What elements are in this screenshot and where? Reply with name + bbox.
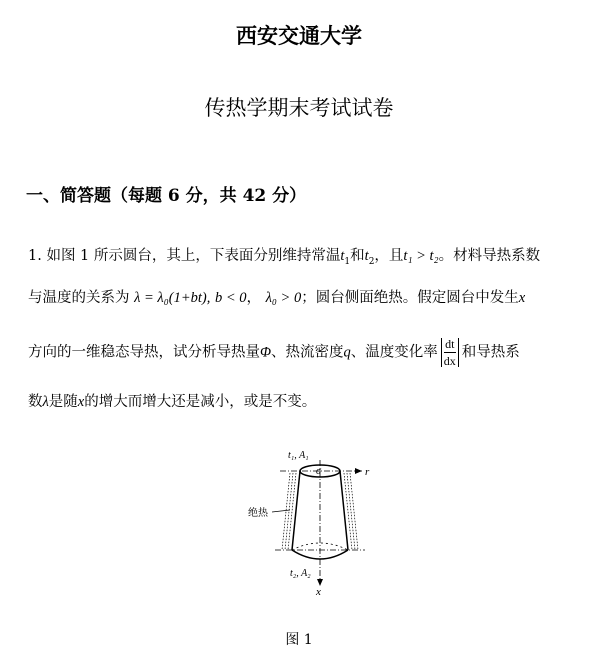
x-axis-label: x <box>316 586 321 598</box>
lambda-symbol: λ <box>42 394 49 410</box>
t1-symbol: t <box>340 248 345 264</box>
q1-text-i: 、温度变化率 <box>350 344 438 361</box>
condition-lambda0: λ₀ > 0 <box>265 290 302 306</box>
x-variable-2: x <box>77 394 85 410</box>
question-line-1 <box>28 244 540 267</box>
t2-symbol: t <box>364 248 369 264</box>
q1-text-g: 方向的一维稳态导热，试分析导热量 <box>28 344 260 361</box>
t1-subscript: 1 <box>344 256 351 267</box>
q1-text-e: 与温度的关系为 <box>28 290 130 306</box>
q1-text-l: 是随 <box>48 394 78 410</box>
condition-b: b < 0 <box>214 290 247 306</box>
r-axis-label: r <box>365 466 370 478</box>
insulation-leader <box>272 510 290 512</box>
q-symbol: q <box>343 344 351 361</box>
dt-dx-fraction <box>441 338 459 367</box>
q1-text-a: 1. 如图 1 所示圆台，其上，下表面分别维持常温 <box>28 248 341 264</box>
bottom-label: t₂, A₂ <box>290 568 311 579</box>
q1-text-j: 和导热系 <box>461 344 520 361</box>
exam-title: 传热学期末考试试卷 <box>204 96 394 120</box>
truncated-cone-figure <box>240 440 390 600</box>
q1-text-m: 的增大而增大还是减小，或是不变。 <box>84 394 317 410</box>
q1-text-f: ；圆台侧面绝热。假定圆台中发生 <box>301 290 519 306</box>
x-variable: x <box>518 290 526 306</box>
question-line-3 <box>28 338 520 367</box>
university-title: 西安交通大学 <box>236 23 362 48</box>
separator: ， <box>246 290 261 306</box>
left-side <box>292 471 300 550</box>
inequality: t₁ > t₂ <box>403 248 439 264</box>
figure-caption: 图 1 <box>285 632 313 648</box>
q1-text-h: 、热流密度 <box>271 344 344 361</box>
q1-text-c: ，且 <box>374 248 404 264</box>
question-line-2 <box>28 286 525 307</box>
q1-text-k: 数 <box>28 394 43 410</box>
phi-symbol: Φ <box>260 344 272 361</box>
question-line-4 <box>28 390 316 411</box>
t2-subscript: 2 <box>368 256 375 267</box>
q1-text-b: 和 <box>350 248 365 264</box>
r-axis-arrow <box>355 468 362 474</box>
section-title: 一、简答题（每题 6 分，共 42 分） <box>26 186 307 206</box>
conductivity-formula: λ = λ₀(1+bt), <box>134 290 211 306</box>
q1-text-d: 。材料导热系数 <box>438 248 541 264</box>
top-label: t₁, A₁ <box>288 450 309 461</box>
fraction-numerator: dt <box>445 337 455 351</box>
right-side <box>340 471 348 550</box>
sigma-label: σ <box>316 466 321 477</box>
insulation-label: 绝热 <box>248 508 268 519</box>
x-axis-arrow <box>317 579 323 586</box>
fraction-denominator: dx <box>443 354 456 368</box>
